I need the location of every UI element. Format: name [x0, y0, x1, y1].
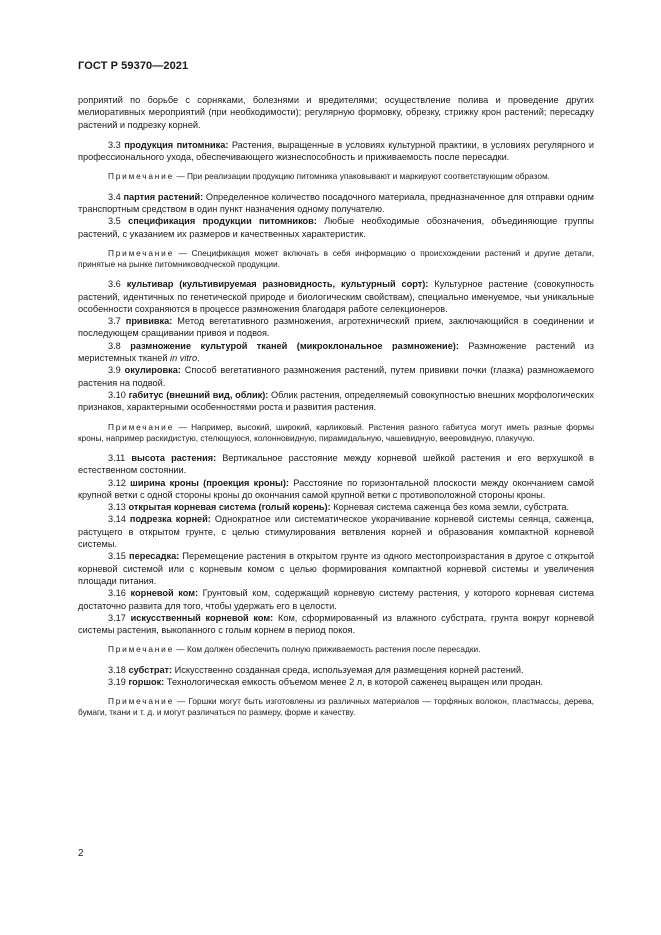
document-body	[78, 94, 594, 719]
page-number: 2	[78, 848, 84, 859]
note-3-5: Примечание — Спецификация может включать в себя информацию о происхождении растений и другие детали, принятые на рынке питомниководческой продукции.	[78, 247, 594, 270]
note-3-3: Примечание — При реализации продукцию питомника упаковывают и маркируют соответствующим образом.	[108, 171, 550, 182]
term-name: партия растений:	[123, 191, 204, 202]
term-3-18: 3.18 субстрат: Искусственно созданная среда, используемая для размещения корней растений.	[108, 664, 524, 675]
term-3-10: 3.10 габитус (внешний вид, облик): Облик растения, определяемый совокупностью внешних морфологических признаков, характерными особенностями роста и развития растения.	[78, 389, 594, 413]
term-3-11: 3.11 высота растения: Вертикальное расстояние между корневой шейкой растения и его верхушкой в естественном состоянии.	[78, 452, 594, 476]
term-name: открытая корневая система (голый корень):	[128, 502, 331, 513]
term-3-6: 3.6 культивар (культивируемая разновидность, культурный сорт): Культурное растение (совокупность растений, идентичных по генетической природе и биологическим свойствам), специально именуемое, чьи уникальные особенности сохраняются в процессе размножения благодаря работе селекционеров.	[78, 279, 594, 314]
term-name: продукция питомника:	[124, 139, 229, 150]
standard-header: ГОСТ Р 59370—2021	[78, 60, 189, 72]
term-3-19: 3.19 горшок: Технологическая емкость объемом менее 2 л, в которой саженец выращен или продан.	[108, 676, 543, 687]
term-3-14: 3.14 подрезка корней: Однократное или систематическое укорачивание корневой системы сеянца, саженца, растущего в открытом грунте, с целью стимулирования ветвления корней и образования компактной корневой системы.	[78, 514, 594, 550]
term-name: окулировка:	[124, 365, 181, 376]
term-name: габитус (внешний вид, облик):	[128, 389, 269, 400]
term-3-15: 3.15 пересадка: Перемещение растения в открытом грунте из одного местопроизрастания в другое с открытой корневой системой или с корневым комом с целью формирования компактной корневой системы и увеличения площади питания.	[78, 551, 594, 586]
term-3-8: 3.8 размножение культурой тканей (микроклональное размножение): Размножение растений из меристемных тканей in vitro.	[78, 340, 594, 364]
term-name: высота растения:	[131, 452, 217, 463]
term-3-17: 3.17 искусственный корневой ком: Ком, сформированный из влажного субстрата, грунта вокруг корневой системы растения, выкопанного с голым корнем в период покоя.	[78, 612, 594, 636]
term-name: субстрат:	[128, 664, 173, 675]
term-name: подрезка корней:	[129, 514, 211, 525]
term-3-5: 3.5 спецификация продукции питомников: Любые необходимые обозначения, объединяющие группы растений, с указанием их размеров и качественных характеристик.	[78, 216, 595, 239]
term-name: корневой ком:	[130, 588, 199, 599]
term-name: спецификация продукции питомников:	[128, 216, 317, 227]
term-name: прививка:	[125, 316, 173, 327]
term-3-9: 3.9 окулировка: Способ вегетативного размножения растений, путем прививки почки (глазка) размножаемого растения на подвой.	[78, 365, 594, 388]
note-3-10: Примечание — Например, высокий, широкий, карликовый. Растения разного габитуса могут иметь разные формы кроны, например раскидистую, стелющуюся, колонновидную, пирамидальную, чашевидную, вееровидную, плакучую.	[78, 421, 594, 443]
continuation-paragraph: роприятий по борьбе с сорняками, болезнями и вредителями; осуществление полива и проведение других мелиоративных мероприятий (при необходимости); регулярную формовку, обрезку, стрижку крон растений; пересадку растений и подрезку корней.	[78, 95, 594, 130]
term-name: горшок:	[128, 676, 165, 687]
term-name: ширина кроны (проекция кроны):	[130, 477, 289, 488]
term-name: искусственный корневой ком:	[130, 612, 274, 623]
term-3-16: 3.16 корневой ком: Грунтовый ком, содержащий корневую систему растения, у которого корневая система достаточно развита для того, чтобы удержать его в целости.	[78, 588, 595, 611]
note-3-17: Примечание — Ком должен обеспечить полную приживаемость растения после пересадки.	[108, 644, 481, 655]
term-name: размножение культурой тканей (микроклональное размножение):	[130, 340, 459, 351]
note-3-19: Примечание — Горшки могут быть изготовлены из различных материалов — торфяных волокон, пластмассы, дерева, бумаги, ткани и т. д. и могут различаться по размеру, форме и качеству.	[78, 696, 594, 718]
term-name: культивар (культивируемая разновидность, культурный сорт):	[126, 279, 429, 290]
term-3-3: 3.3 продукция питомника: Растения, выращенные в условиях культурной практики, в условиях регулярного и профессионального ухода, обеспечивающего жизнеспособность и приживаемость после пересадки.	[78, 139, 594, 163]
term-3-12: 3.12 ширина кроны (проекция кроны): Расстояние по горизонтальной плоскости между окончанием самой крупной ветки с одной стороны кроны до окончания самой крупной ветки с противоположной стороны кроны.	[78, 477, 594, 500]
term-name: пересадка:	[129, 551, 180, 562]
term-3-7: 3.7 прививка: Метод вегетативного размножения, агротехнический прием, заключающийся в соединении и последующем сращивании привоя и подвоя.	[78, 316, 594, 339]
term-3-13: 3.13 открытая корневая система (голый корень): Корневая система саженца без кома земли, субстрата.	[108, 502, 570, 513]
term-3-4: 3.4 партия растений: Определенное количество посадочного материала, предназначенное для отправки одним транспортным средством в один пункт назначения одному получателю.	[78, 191, 594, 214]
